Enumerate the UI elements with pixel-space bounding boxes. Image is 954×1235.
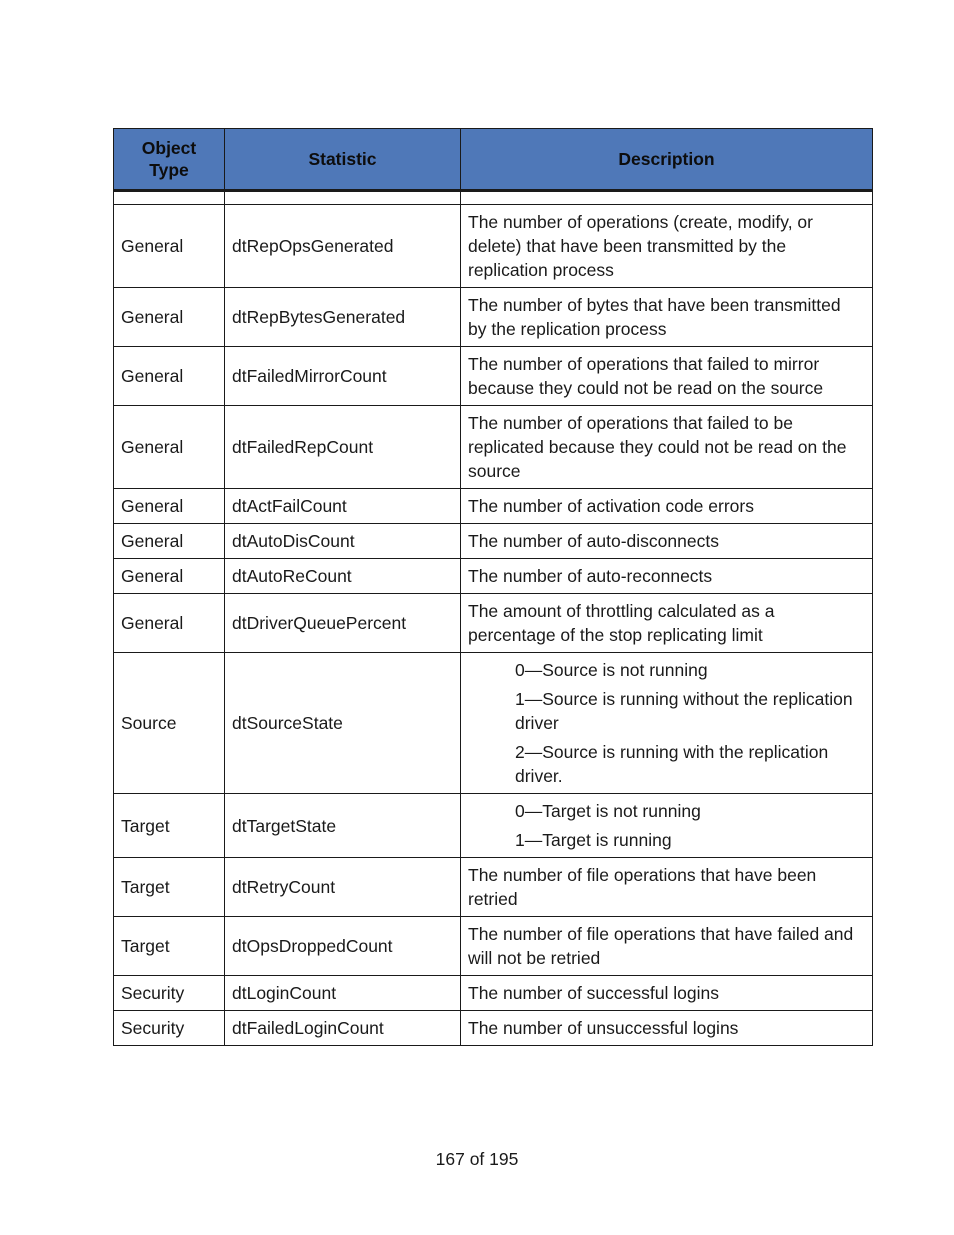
description-cell: The number of operations that failed to be replicated because they could not be read on the source xyxy=(461,406,873,489)
description-cell: The number of unsuccessful logins xyxy=(461,1011,873,1046)
statistic-cell: dtRepBytesGenerated xyxy=(225,288,461,347)
statistic-cell: dtOpsDroppedCount xyxy=(225,917,461,976)
header-row xyxy=(114,129,873,191)
table-row xyxy=(114,653,873,794)
header-object-type xyxy=(114,129,225,191)
description-cell: The number of auto-disconnects xyxy=(461,524,873,559)
table-row xyxy=(114,524,873,559)
header-description: Description xyxy=(461,129,873,191)
statistic-cell: dtSourceState xyxy=(225,653,461,794)
object-type-cell: Security xyxy=(114,1011,225,1046)
description-cell: The number of auto-reconnects xyxy=(461,559,873,594)
object-type-cell: Source xyxy=(114,653,225,794)
statistic-cell: dtFailedRepCount xyxy=(225,406,461,489)
page-number: 167 of 195 xyxy=(435,1149,519,1169)
description-cell: The number of operations (create, modify, or delete) that have been transmitted by the replication process xyxy=(461,205,873,288)
spacer-cell xyxy=(461,191,873,205)
statistic-cell: dtRetryCount xyxy=(225,858,461,917)
table-row xyxy=(114,288,873,347)
statistic-cell: dtFailedLoginCount xyxy=(225,1011,461,1046)
state-item: 0—Source is not running xyxy=(515,660,708,680)
description-cell: The amount of throttling calculated as a percentage of the stop replicating limit xyxy=(461,594,873,653)
state-item: 2—Source is running with the replication driver. xyxy=(515,742,829,786)
object-type-cell: General xyxy=(114,559,225,594)
statistic-cell: dtDriverQueuePercent xyxy=(225,594,461,653)
table-row xyxy=(114,1011,873,1046)
statistic-cell: dtAutoReCount xyxy=(225,559,461,594)
statistic-cell: dtFailedMirrorCount xyxy=(225,347,461,406)
description-cell: The number of file operations that have failed and will not be retried xyxy=(461,917,873,976)
statistics-table xyxy=(113,128,873,1046)
header-object-type-line2: Type xyxy=(149,160,189,180)
object-type-cell: Security xyxy=(114,976,225,1011)
description-cell: The number of successful logins xyxy=(461,976,873,1011)
table-row xyxy=(114,559,873,594)
description-cell: The number of bytes that have been transmitted by the replication process xyxy=(461,288,873,347)
object-type-cell: General xyxy=(114,288,225,347)
spacer-cell xyxy=(225,191,461,205)
table-row xyxy=(114,205,873,288)
description-cell xyxy=(461,794,873,858)
table-body xyxy=(114,191,873,1046)
object-type-cell: General xyxy=(114,594,225,653)
table-row xyxy=(114,406,873,489)
description-cell: The number of activation code errors xyxy=(461,489,873,524)
description-cell: The number of file operations that have been retried xyxy=(461,858,873,917)
spacer-cell xyxy=(114,191,225,205)
state-item: 0—Target is not running xyxy=(515,801,701,821)
object-type-cell: Target xyxy=(114,917,225,976)
statistic-cell: dtRepOpsGenerated xyxy=(225,205,461,288)
description-cell: The number of operations that failed to mirror because they could not be read on the source xyxy=(461,347,873,406)
header-object-type-line1: Object xyxy=(141,138,197,158)
table-row xyxy=(114,858,873,917)
object-type-cell: General xyxy=(114,205,225,288)
spacer-row xyxy=(114,191,873,205)
statistic-cell: dtActFailCount xyxy=(225,489,461,524)
table-row xyxy=(114,976,873,1011)
object-type-cell: General xyxy=(114,489,225,524)
object-type-cell: Target xyxy=(114,794,225,858)
statistic-cell: dtTargetState xyxy=(225,794,461,858)
state-item: 1—Source is running without the replication driver xyxy=(515,689,853,733)
object-type-cell: Target xyxy=(114,858,225,917)
table-row xyxy=(114,917,873,976)
table-row xyxy=(114,489,873,524)
statistic-cell: dtLoginCount xyxy=(225,976,461,1011)
object-type-cell: General xyxy=(114,524,225,559)
object-type-cell: General xyxy=(114,406,225,489)
table-row xyxy=(114,594,873,653)
description-cell xyxy=(461,653,873,794)
statistic-cell: dtAutoDisCount xyxy=(225,524,461,559)
object-type-cell: General xyxy=(114,347,225,406)
state-list xyxy=(468,658,862,788)
table-row xyxy=(114,347,873,406)
header-statistic: Statistic xyxy=(225,129,461,191)
state-list xyxy=(468,799,862,852)
state-item: 1—Target is running xyxy=(515,830,672,850)
table-row xyxy=(114,794,873,858)
